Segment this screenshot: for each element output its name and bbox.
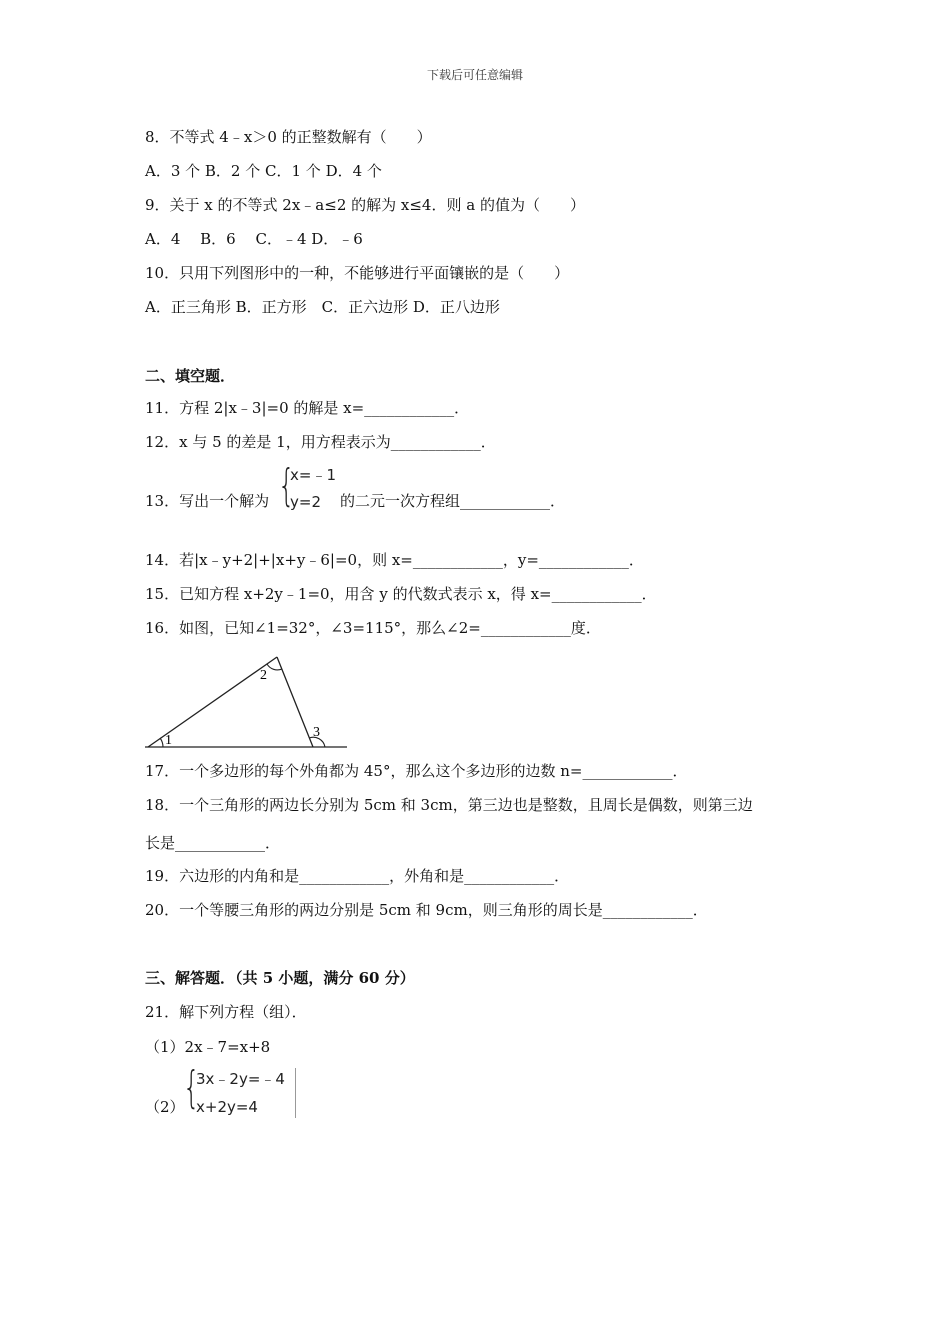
question-11: 11．方程 2|x﹣3|=0 的解是 x=____________． <box>145 399 470 417</box>
q13-system-row-2: y=2 <box>290 493 321 511</box>
section-2-heading: 二、填空题． <box>145 367 236 385</box>
triangle-right-side <box>277 657 313 747</box>
page-header: 下载后可任意编辑 <box>426 68 523 82</box>
question-16: 16．如图，已知∠1=32°，∠3=115°，那么∠2=____________度． <box>145 619 601 637</box>
question-14: 14．若|x﹣y+2|+|x+y﹣6|=0，则 x=____________，y=____________． <box>145 551 644 569</box>
q21-system-row-1: 3x﹣2y=﹣4 <box>196 1070 285 1088</box>
question-9-options: A．4 B．6 C．﹣4 D．﹣6 <box>145 230 363 248</box>
angle-1-label: 1 <box>165 733 172 748</box>
triangle-figure <box>143 652 349 752</box>
q21-system-row-2: x+2y=4 <box>196 1098 258 1116</box>
question-9: 9．关于 x 的不等式 2x﹣a≤2 的解为 x≤4．则 a 的值为（ ） <box>145 196 585 214</box>
question-21-part-2-label: （2） <box>145 1098 185 1116</box>
question-18-line-1: 18．一个三角形的两边长分别为 5cm 和 3cm，第三边也是整数，且周长是偶数，则第三边 <box>145 796 753 814</box>
left-brace: { <box>183 1062 200 1113</box>
question-13-suffix: 的二元一次方程组____________． <box>340 492 566 510</box>
angle-3-label: 3 <box>313 725 320 740</box>
angle-2-label: 2 <box>260 668 267 683</box>
question-19: 19．六边形的内角和是____________，外角和是____________． <box>145 867 570 885</box>
system-right-edge <box>295 1068 296 1118</box>
question-10-options: A．正三角形 B．正方形 C．正六边形 D．正八边形 <box>145 298 500 316</box>
q21-equation-system <box>183 1062 298 1120</box>
question-10: 10．只用下列图形中的一种，不能够进行平面镶嵌的是（ ） <box>145 264 570 282</box>
angle-1-arc <box>160 738 163 747</box>
question-8-options: A．3 个 B．2 个 C．1 个 D．4 个 <box>145 162 382 180</box>
question-21-part-1: （1）2x﹣7=x+8 <box>145 1038 271 1056</box>
q13-equation-system <box>278 460 338 516</box>
section-3-heading: 三、解答题．（共 5 小题，满分 60 分） <box>145 969 415 987</box>
question-20: 20．一个等腰三角形的两边分别是 5cm 和 9cm，则三角形的周长是____________． <box>145 901 708 919</box>
question-13-prefix: 13．写出一个解为 <box>145 492 270 510</box>
question-8: 8．不等式 4﹣x＞0 的正整数解有（ ） <box>145 128 432 146</box>
q13-system-row-1: x=﹣1 <box>290 466 336 484</box>
left-brace: { <box>278 460 295 511</box>
question-17: 17．一个多边形的每个外角都为 45°，那么这个多边形的边数 n=____________． <box>145 762 688 780</box>
question-18-line-2: 长是____________． <box>145 834 281 852</box>
question-21: 21．解下列方程（组）． <box>145 1003 307 1021</box>
question-12: 12．x 与 5 的差是 1，用方程表示为____________． <box>145 433 496 451</box>
question-15: 15．已知方程 x+2y﹣1=0，用含 y 的代数式表示 x，得 x=____________． <box>145 585 657 603</box>
